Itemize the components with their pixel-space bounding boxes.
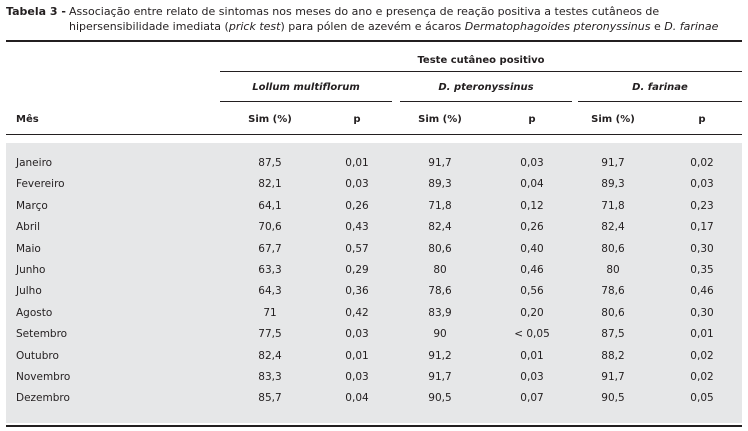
cell-mes: Julho <box>16 285 42 298</box>
group-rule-farinae <box>578 101 742 102</box>
cell-farinae-p: 0,02 <box>690 157 714 169</box>
cell-pteronyssinus-p: 0,20 <box>520 306 544 319</box>
table-row <box>6 282 742 303</box>
cell-mes: Junho <box>16 264 46 276</box>
caption-text-part-2: ) para pólen de azevém e ácaros <box>280 20 465 33</box>
cell-pteronyssinus-p: 0,46 <box>520 264 544 276</box>
group-header-lollum: Lollum multiflorum <box>252 82 360 93</box>
cell-farinae-p: 0,46 <box>690 285 714 298</box>
cell-mes: Novembro <box>16 371 71 383</box>
top-rule <box>6 40 742 42</box>
cell-farinae-sim: 89,3 <box>601 178 625 191</box>
cell-farinae-p: 0,35 <box>690 264 714 276</box>
cell-lollum-sim: 85,7 <box>258 392 282 405</box>
header-p-3: p <box>698 114 706 125</box>
cell-farinae-sim: 78,6 <box>601 285 625 298</box>
header-sim-2: Sim (%) <box>418 114 462 125</box>
header-mes: Mês <box>16 114 39 125</box>
cell-pteronyssinus-p: 0,01 <box>520 349 544 362</box>
cell-pteronyssinus-p: 0,56 <box>520 285 544 298</box>
cell-mes: Fevereiro <box>16 178 65 191</box>
cell-lollum-p: 0,36 <box>345 285 369 298</box>
cell-mes: Abril <box>16 221 40 234</box>
cell-mes: Dezembro <box>16 392 70 405</box>
header-sim-1: Sim (%) <box>248 114 292 125</box>
table-row <box>6 389 742 410</box>
caption-text <box>69 4 742 34</box>
group-header-rule <box>220 71 742 72</box>
header-p-2: p <box>528 114 536 125</box>
group-header-farinae: D. farinae <box>632 82 688 93</box>
group-rule-pteronyssinus <box>400 101 572 102</box>
cell-lollum-sim: 87,5 <box>258 157 282 169</box>
table-row <box>6 154 742 175</box>
cell-farinae-p: 0,05 <box>690 392 714 405</box>
cell-farinae-p: 0,23 <box>690 199 714 212</box>
cell-pteronyssinus-p: 0,12 <box>520 199 544 212</box>
table-row <box>6 347 742 368</box>
cell-lollum-sim: 71 <box>263 306 277 319</box>
cell-farinae-p: 0,03 <box>690 178 714 191</box>
cell-farinae-sim: 90,5 <box>601 392 625 405</box>
cell-lollum-p: 0,03 <box>345 328 369 341</box>
table-row <box>6 368 742 389</box>
cell-lollum-sim: 83,3 <box>258 371 282 383</box>
caption-text-part-3: e <box>650 20 665 33</box>
cell-farinae-sim: 71,8 <box>601 199 625 212</box>
cell-lollum-p: 0,43 <box>345 221 369 234</box>
cell-pteronyssinus-sim: 82,4 <box>428 221 452 234</box>
cell-lollum-p: 0,57 <box>345 242 369 255</box>
cell-farinae-p: 0,02 <box>690 349 714 362</box>
cell-farinae-sim: 80,6 <box>601 306 625 319</box>
caption-italic-farinae: D. farinae <box>664 20 719 33</box>
header-bottom-rule <box>6 134 742 135</box>
cell-lollum-sim: 64,1 <box>258 199 282 212</box>
cell-farinae-sim: 80,6 <box>601 242 625 255</box>
cell-farinae-sim: 91,7 <box>601 157 625 169</box>
table-row <box>6 325 742 346</box>
cell-lollum-sim: 64,3 <box>258 285 282 298</box>
cell-mes: Janeiro <box>16 157 53 169</box>
cell-lollum-sim: 70,6 <box>258 221 282 234</box>
cell-lollum-p: 0,03 <box>345 178 369 191</box>
cell-farinae-p: 0,30 <box>690 242 714 255</box>
cell-farinae-p: 0,02 <box>690 371 714 383</box>
cell-mes: Outubro <box>16 349 59 362</box>
cell-pteronyssinus-sim: 80 <box>433 264 447 276</box>
cell-pteronyssinus-sim: 90,5 <box>428 392 452 405</box>
cell-pteronyssinus-p: 0,03 <box>520 371 544 383</box>
cell-pteronyssinus-sim: 91,7 <box>428 371 452 383</box>
cell-pteronyssinus-p: 0,07 <box>520 392 544 405</box>
cell-lollum-sim: 82,4 <box>258 349 282 362</box>
cell-pteronyssinus-sim: 89,3 <box>428 178 452 191</box>
cell-farinae-sim: 88,2 <box>601 349 625 362</box>
cell-mes: Setembro <box>16 328 68 341</box>
table-row <box>6 261 742 282</box>
bottom-rule <box>6 425 742 427</box>
cell-farinae-sim: 80 <box>606 264 620 276</box>
cell-pteronyssinus-sim: 91,7 <box>428 157 452 169</box>
cell-lollum-sim: 67,7 <box>258 242 282 255</box>
cell-pteronyssinus-sim: 71,8 <box>428 199 452 212</box>
cell-pteronyssinus-p: 0,40 <box>520 242 544 255</box>
caption-italic-prick-test: prick test <box>228 20 281 33</box>
caption-text-part-1: Associação entre relato de sintomas nos meses do ano e presença de reação positiva a testes cutâneos de hipersensibilidade imediata ( <box>69 5 660 33</box>
group-header-pteronyssinus: D. pteronyssinus <box>438 82 534 93</box>
cell-pteronyssinus-sim: 78,6 <box>428 285 452 298</box>
cell-lollum-p: 0,01 <box>345 349 369 362</box>
cell-lollum-p: 0,04 <box>345 392 369 405</box>
table-caption <box>6 4 742 34</box>
cell-pteronyssinus-p: 0,26 <box>520 221 544 234</box>
cell-lollum-p: 0,01 <box>345 157 369 169</box>
cell-lollum-p: 0,42 <box>345 306 369 319</box>
cell-pteronyssinus-p: 0,04 <box>520 178 544 191</box>
table-row <box>6 304 742 325</box>
cell-pteronyssinus-sim: 83,9 <box>428 306 452 319</box>
header-sim-3: Sim (%) <box>591 114 635 125</box>
table-row <box>6 218 742 239</box>
cell-farinae-sim: 82,4 <box>601 221 625 234</box>
cell-lollum-p: 0,26 <box>345 199 369 212</box>
cell-lollum-sim: 82,1 <box>258 178 282 191</box>
caption-italic-pteronyssinus: Dermatophagoides pteronyssinus <box>464 20 651 33</box>
cell-farinae-p: 0,30 <box>690 306 714 319</box>
cell-farinae-p: 0,17 <box>690 221 714 234</box>
cell-pteronyssinus-sim: 91,2 <box>428 349 452 362</box>
cell-lollum-p: 0,03 <box>345 371 369 383</box>
cell-lollum-p: 0,29 <box>345 264 369 276</box>
cell-mes: Maio <box>16 242 41 255</box>
table-row <box>6 175 742 196</box>
cell-farinae-p: 0,01 <box>690 328 714 341</box>
cell-mes: Agosto <box>16 306 53 319</box>
cell-lollum-sim: 77,5 <box>258 328 282 341</box>
cell-pteronyssinus-sim: 90 <box>433 328 447 341</box>
header-p-1: p <box>353 114 361 125</box>
cell-farinae-sim: 91,7 <box>601 371 625 383</box>
group-header-title: Teste cutâneo positivo <box>417 55 545 66</box>
cell-pteronyssinus-p: 0,03 <box>520 157 544 169</box>
table-row <box>6 240 742 261</box>
cell-lollum-sim: 63,3 <box>258 264 282 276</box>
cell-pteronyssinus-sim: 80,6 <box>428 242 452 255</box>
cell-farinae-sim: 87,5 <box>601 328 625 341</box>
caption-label: Tabela 3 - <box>6 5 66 18</box>
cell-mes: Março <box>16 199 48 212</box>
group-rule-lollum <box>220 101 392 102</box>
table-row <box>6 197 742 218</box>
cell-pteronyssinus-p: < 0,05 <box>514 328 550 341</box>
